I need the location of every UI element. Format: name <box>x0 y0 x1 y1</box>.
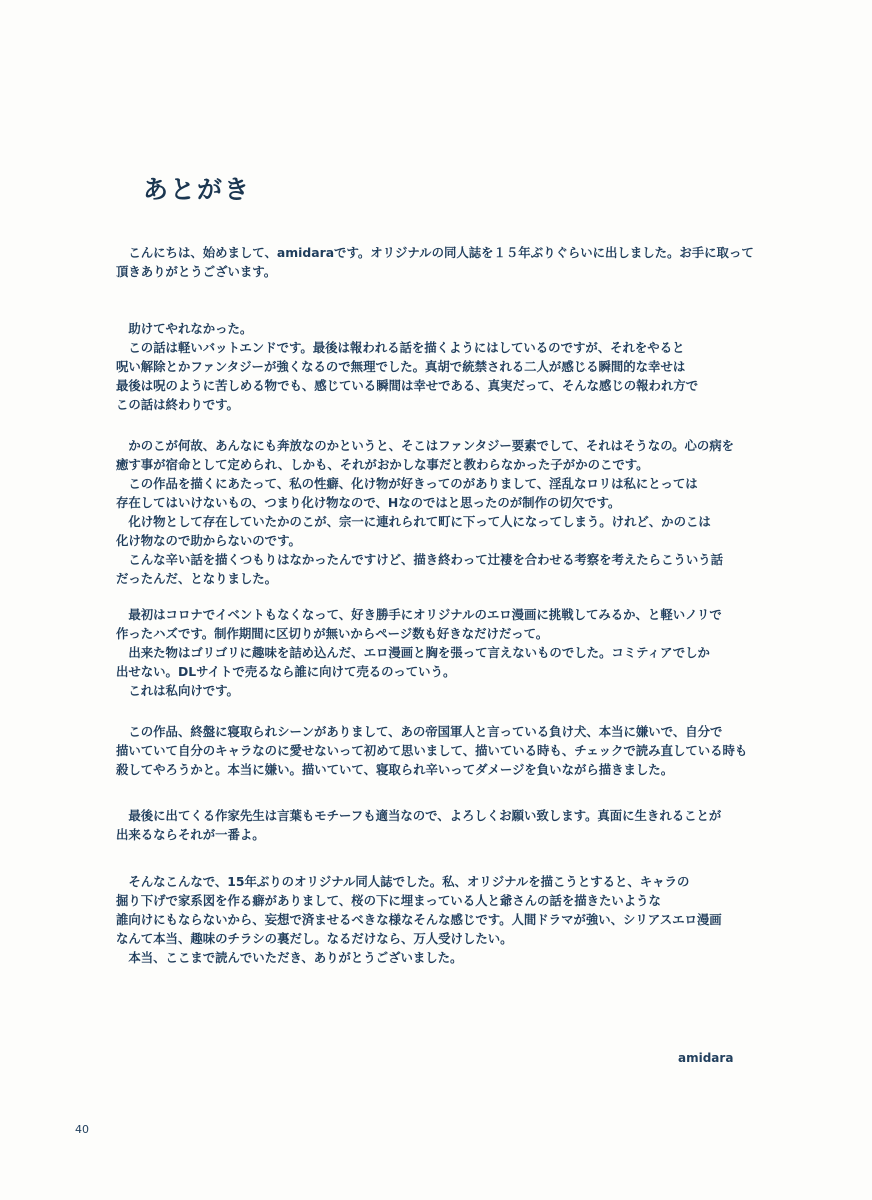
paragraph-1 <box>116 243 796 281</box>
paragraph-3 <box>116 436 796 588</box>
text-line: 最後は呪のように苦しめる物でも、感じている瞬間は幸せである、真実だって、そんな感じの報われ方で <box>116 378 699 393</box>
text-line: こんな辛い話を描くつもりはなかったんですけど、描き終わって辻褄を合わせる考察を考えたらこういう話 <box>116 552 724 567</box>
text-line: 化け物なので助からないのです。 <box>116 533 301 548</box>
text-line: なんて本当、趣味のチラシの裏だし。なるだけなら、万人受けしたい。 <box>116 931 513 946</box>
page-title: あとがき <box>143 175 252 204</box>
text-line: 作ったハズです。制作期間に区切りが無いからページ数も好きなだけだって。 <box>116 626 549 641</box>
text-line: こんにちは、始めまして、amidaraです。オリジナルの同人誌を１５年ぶりぐらいに出しました。お手に取って <box>116 245 754 260</box>
text-line: 呪い解除とかファンタジーが強くなるので無理でした。真胡で統禁される二人が感じる瞬間的な幸せは <box>116 359 686 374</box>
text-line: 頂きありがとうございます。 <box>116 264 277 279</box>
paragraph-4 <box>116 605 796 700</box>
paragraph-7 <box>116 872 796 967</box>
text-line: 出せない。DLサイトで売るなら誰に向けて売るのっていう。 <box>116 664 456 679</box>
text-line: これは私向けです。 <box>116 683 239 698</box>
text-line: この話は終わりです。 <box>116 397 239 412</box>
text-line: 存在してはいけないもの、つまり化け物なので、Hなのではと思ったのが制作の切欠です。 <box>116 495 621 510</box>
text-line: そんなこんなで、15年ぶりのオリジナル同人誌でした。私、オリジナルを描こうとすると、キャラの <box>116 874 690 889</box>
text-line: 助けてやれなかった。 <box>116 321 253 336</box>
text-line: 本当、ここまで読んでいただき、ありがとうございました。 <box>116 950 463 965</box>
text-line: だったんだ、となりました。 <box>116 571 278 586</box>
text-line: この話は軽いバットエンドです。最後は報われる話を描くようにはしているのですが、それをやると <box>116 340 685 355</box>
author-signature: amidara <box>678 1051 734 1065</box>
text-line: 描いていて自分のキャラなのに愛せないって初めて思いまして、描いている時も、チェックで読み直している時も <box>116 743 748 758</box>
text-line: 掘り下げで家系図を作る癖がありまして、桜の下に埋まっている人と爺さんの話を描きたいような <box>116 893 661 908</box>
text-line: 出来た物はゴリゴリに趣味を詰め込んだ、エロ漫画と胸を張って言えないものでした。コミティアでしか <box>116 645 710 660</box>
text-line: 最後に出てくる作家先生は言葉もモチーフも適当なので、よろしくお願い致します。真面に生きれることが <box>116 808 722 823</box>
text-line: 誰向けにもならないから、妄想で済ませるべきな様なそんな感じです。人間ドラマが強い、シリアスエロ漫画 <box>116 912 722 927</box>
text-line: かのこが何故、あんなにも奔放なのかというと、そこはファンタジー要素でして、それはそうなの。心の病を <box>116 438 735 453</box>
text-line: 殺してやろうかと。本当に嫌い。描いていて、寝取られ辛いってダメージを負いながら描きました。 <box>116 762 674 777</box>
text-line: 最初はコロナでイベントもなくなって、好き勝手にオリジナルのエロ漫画に挑戦してみるか、と軽いノリで <box>116 607 722 622</box>
paragraph-5 <box>116 722 796 779</box>
paragraph-2 <box>116 319 796 414</box>
text-line: 化け物として存在していたかのこが、宗一に連れられて町に下って人になってしまう。けれど、かのこは <box>116 514 711 529</box>
paragraph-6 <box>116 806 796 844</box>
text-line: 癒す事が宿命として定められ、しかも、それがおかしな事だと教わらなかった子がかのこです。 <box>116 457 649 472</box>
text-line: この作品を描くにあたって、私の性癖、化け物が好きってのがありまして、淫乱なロリは私にとっては <box>116 476 698 491</box>
text-line: 出来るならそれが一番よ。 <box>116 827 265 842</box>
text-line: この作品、終盤に寝取られシーンがありまして、あの帝国軍人と言っている負け犬、本当に嫌いで、自分で <box>116 724 723 739</box>
page-number: 40 <box>75 1123 89 1136</box>
